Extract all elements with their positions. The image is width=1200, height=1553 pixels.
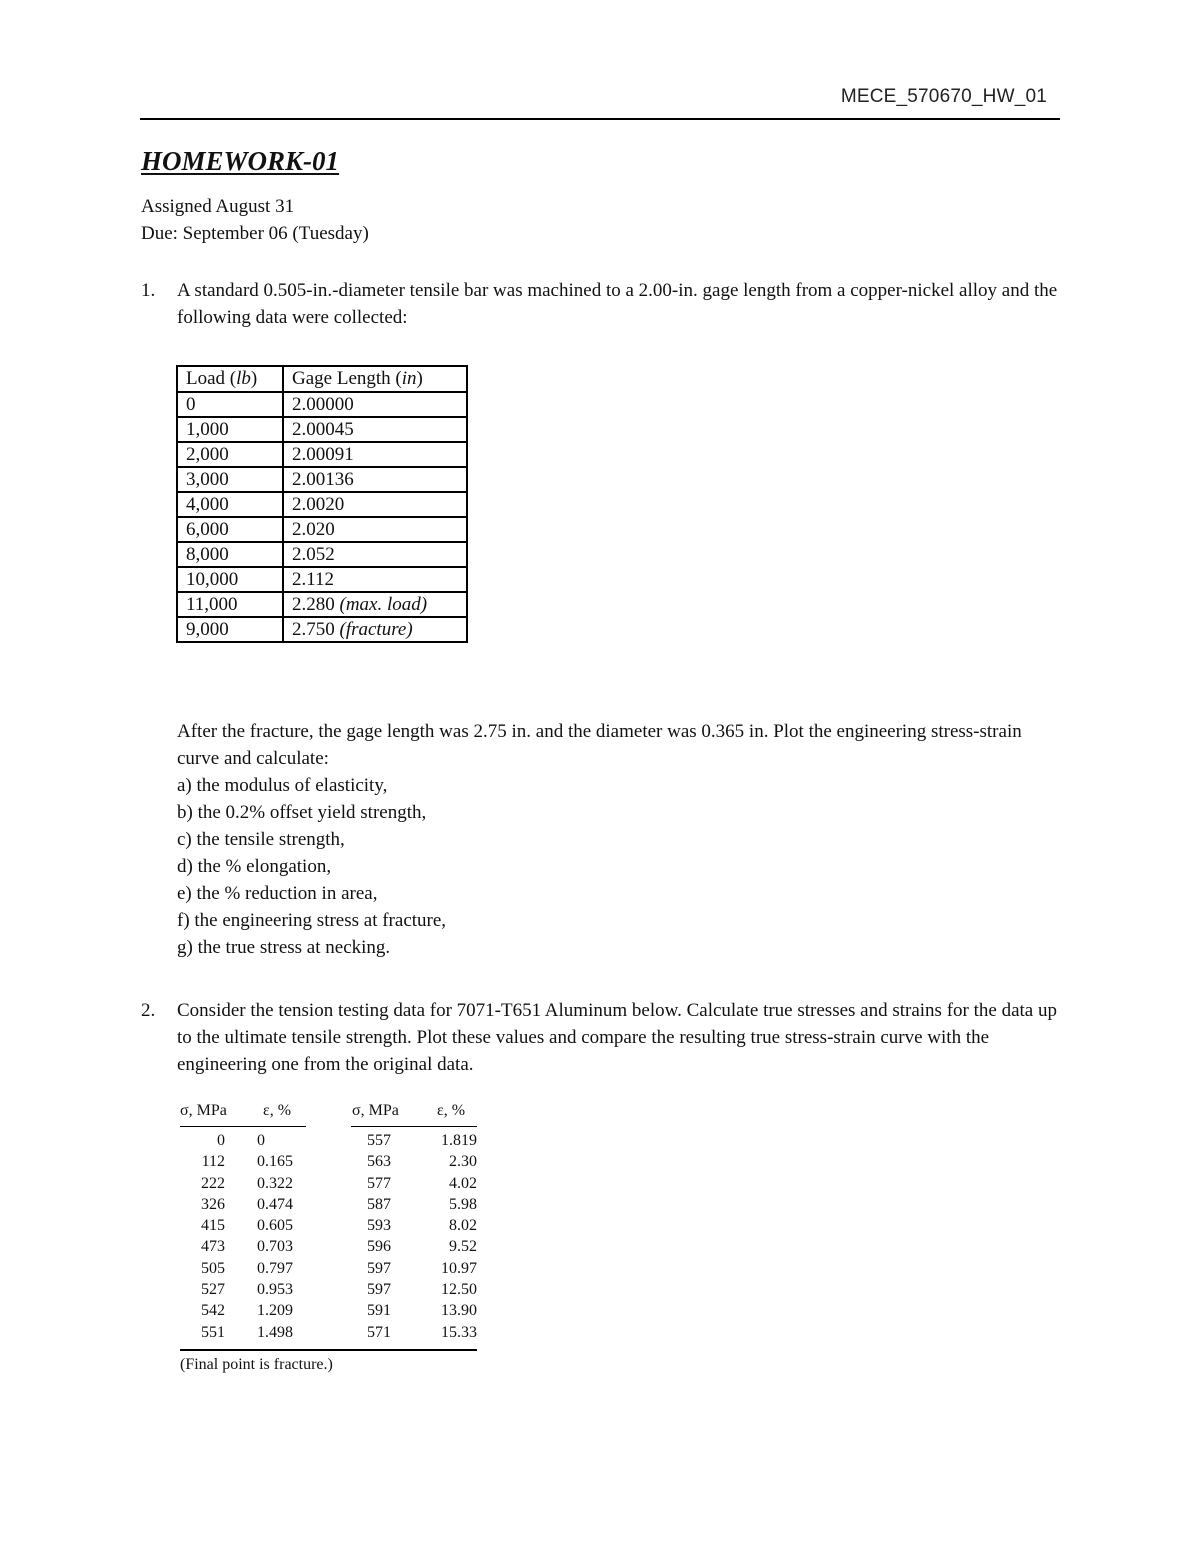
question-1-item: c) the tensile strength, [177, 829, 345, 850]
strain-cell: 1.498 [257, 1323, 293, 1341]
strain-cell: 0.322 [257, 1174, 293, 1192]
gage-length-cell: 2.052 [283, 542, 467, 567]
gage-length-column-header: Gage Length (in) [283, 366, 467, 392]
load-gage-table [176, 365, 468, 643]
load-cell: 10,000 [177, 567, 283, 592]
question-1-item: a) the modulus of elasticity, [177, 775, 388, 796]
gage-length-cell: 2.00000 [283, 392, 467, 417]
strain-cell: 13.90 [441, 1302, 477, 1320]
stress-cell: 593 [367, 1217, 391, 1235]
stress-cell: 222 [201, 1174, 225, 1192]
question-1-item: b) the 0.2% offset yield strength, [177, 802, 427, 823]
strain-cell: 0.797 [257, 1259, 293, 1277]
load-column-header: Load (lb) [177, 366, 283, 392]
load-cell: 8,000 [177, 542, 283, 567]
aluminum-data-table [180, 1100, 477, 1373]
load-cell: 0 [177, 392, 283, 417]
table-note: (Final point is fracture.) [180, 1356, 333, 1373]
load-cell: 4,000 [177, 492, 283, 517]
stress-cell: 505 [201, 1259, 225, 1277]
table-row [180, 1281, 477, 1302]
table-row [180, 1324, 477, 1345]
table-row [177, 492, 467, 517]
load-cell: 3,000 [177, 467, 283, 492]
table-row [180, 1260, 477, 1281]
question-1-instructions: After the fracture, the gage length was 2.75 in. and the diameter was 0.365 in. Plot the engineering stress-strain curve and calculate: [177, 721, 1022, 769]
stress-cell: 542 [201, 1302, 225, 1320]
table-row [180, 1217, 477, 1238]
table-row [180, 1153, 477, 1174]
stress-cell: 597 [367, 1259, 391, 1277]
aluminum-table-header [180, 1100, 477, 1126]
table-row [177, 517, 467, 542]
stress-cell: 326 [201, 1195, 225, 1213]
question-1-number: 1. [141, 280, 156, 301]
question-1-item: f) the engineering stress at fracture, [177, 910, 447, 931]
strain-cell: 8.02 [449, 1217, 477, 1235]
strain-cell: 0.474 [257, 1195, 293, 1213]
due-date: Due: September 06 (Tuesday) [141, 223, 369, 244]
strain-cell: 12.50 [441, 1281, 477, 1299]
stress-cell: 563 [367, 1153, 391, 1171]
strain-header-1: ε, % [263, 1102, 292, 1119]
assigned-date: Assigned August 31 [141, 196, 295, 217]
table-row [177, 567, 467, 592]
header-rule [140, 118, 1060, 120]
strain-cell: 5.98 [449, 1195, 477, 1213]
question-1-items [177, 772, 1057, 961]
gage-length-cell: 2.0020 [283, 492, 467, 517]
table-row [177, 542, 467, 567]
question-1-item: e) the % reduction in area, [177, 883, 378, 904]
load-cell: 1,000 [177, 417, 283, 442]
strain-cell: 0.953 [257, 1281, 293, 1299]
stress-cell: 415 [201, 1217, 225, 1235]
stress-cell: 557 [367, 1132, 391, 1149]
gage-length-cell: 2.00045 [283, 417, 467, 442]
strain-cell: 10.97 [441, 1259, 477, 1277]
stress-cell: 112 [201, 1153, 225, 1171]
load-cell: 2,000 [177, 442, 283, 467]
stress-cell: 597 [367, 1281, 391, 1299]
header-rule-right [351, 1126, 477, 1127]
table-row [177, 467, 467, 492]
stress-header-1: σ, MPa [180, 1102, 227, 1119]
gage-length-note: (fracture) [339, 618, 413, 640]
gage-length-cell: 2.00136 [283, 467, 467, 492]
gage-length-cell: 2.020 [283, 517, 467, 542]
stress-cell: 571 [367, 1323, 391, 1341]
table-row [177, 592, 467, 617]
strain-cell: 4.02 [449, 1174, 477, 1192]
table-row [180, 1132, 477, 1153]
table-row [177, 442, 467, 467]
strain-cell: 0.165 [257, 1153, 293, 1171]
header-rule-left [180, 1126, 306, 1127]
question-1-text: A standard 0.505-in.-diameter tensile bar was machined to a 2.00-in. gage length from a copper-nickel alloy and the following data were collected: [177, 280, 1058, 328]
stress-cell: 527 [201, 1281, 225, 1299]
load-cell: 11,000 [177, 592, 283, 617]
stress-cell: 587 [367, 1195, 391, 1213]
stress-cell: 473 [201, 1238, 225, 1256]
strain-header-2: ε, % [437, 1102, 466, 1119]
question-2-number: 2. [141, 1000, 156, 1021]
document-code: MECE_570670_HW_01 [840, 86, 1047, 107]
aluminum-table-body [180, 1132, 477, 1345]
question-1-item: d) the % elongation, [177, 856, 332, 877]
table-row [180, 1238, 477, 1259]
gage-length-cell: 2.112 [283, 567, 467, 592]
gage-length-cell: 2.750 (fracture) [283, 617, 467, 642]
table-row [177, 617, 467, 642]
gage-length-note: (max. load) [339, 593, 428, 615]
strain-cell: 0 [257, 1132, 265, 1149]
page-title: HOMEWORK-01 [141, 146, 340, 176]
strain-cell: 1.209 [257, 1302, 293, 1320]
strain-cell: 1.819 [441, 1132, 477, 1149]
table-header-row [177, 366, 467, 392]
stress-cell: 577 [367, 1174, 391, 1192]
table-row [180, 1175, 477, 1196]
question-2-text: Consider the tension testing data for 7071-T651 Aluminum below. Calculate true stresses and strains for the data up to the ultimate tensile strength. Plot these values and compare the resulting true stress-strain curve with the engineering one from the original data. [177, 1000, 1057, 1075]
table-row [180, 1196, 477, 1217]
table-row [177, 392, 467, 417]
table-bottom-rule [180, 1349, 477, 1351]
strain-cell: 2.30 [449, 1153, 477, 1171]
strain-cell: 9.52 [449, 1238, 477, 1256]
table-row [180, 1302, 477, 1323]
question-1-item: g) the true stress at necking. [177, 937, 391, 958]
table-row [177, 417, 467, 442]
stress-cell: 596 [367, 1238, 391, 1256]
strain-cell: 0.703 [257, 1238, 293, 1256]
stress-cell: 0 [217, 1132, 225, 1149]
gage-length-cell: 2.00091 [283, 442, 467, 467]
stress-cell: 551 [201, 1323, 225, 1341]
strain-cell: 0.605 [257, 1217, 293, 1235]
strain-cell: 15.33 [441, 1323, 477, 1341]
gage-length-cell: 2.280 (max. load) [283, 592, 467, 617]
stress-cell: 591 [367, 1302, 391, 1320]
stress-header-2: σ, MPa [352, 1102, 399, 1119]
load-cell: 6,000 [177, 517, 283, 542]
load-cell: 9,000 [177, 617, 283, 642]
